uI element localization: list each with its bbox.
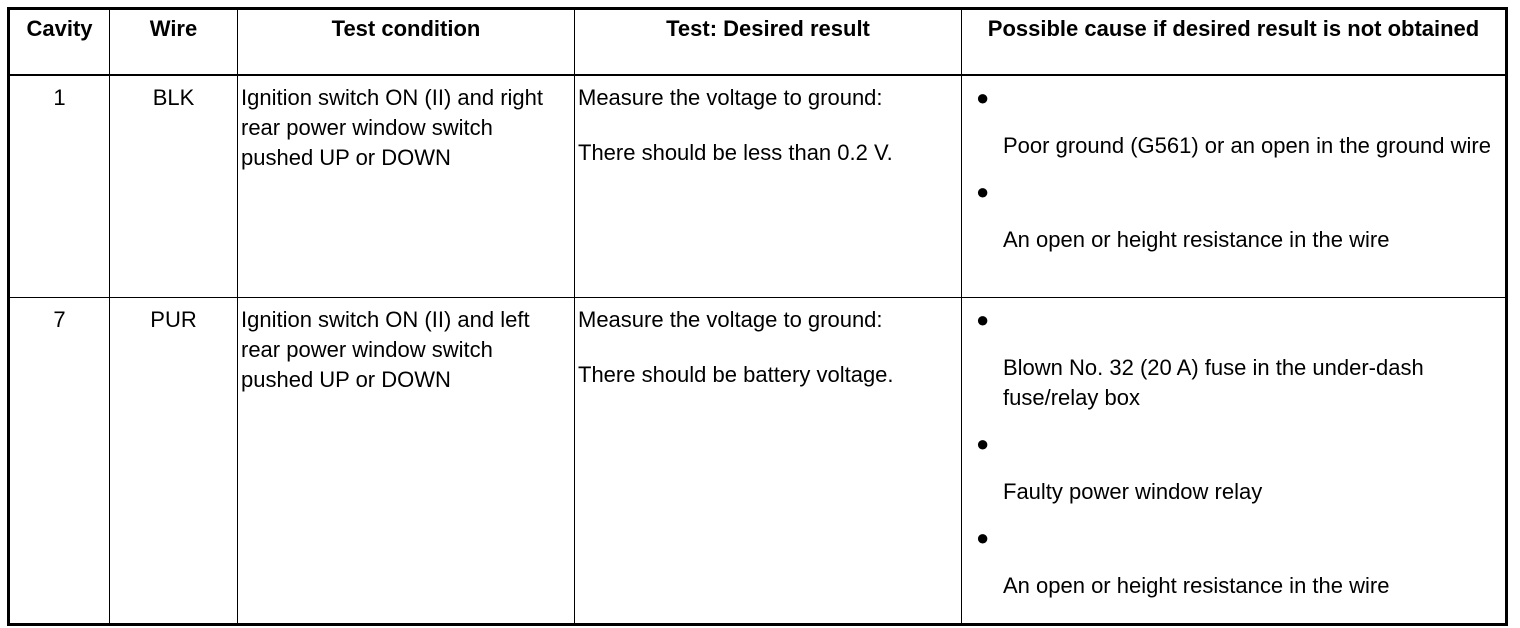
cause-text: Poor ground (G561) or an open in the ground wire (1003, 133, 1491, 158)
possible-cause-cell (962, 75, 1507, 298)
possible-cause-cell (962, 298, 1507, 625)
cause-text: Blown No. 32 (20 A) fuse in the under-dash fuse/relay box (1003, 355, 1424, 410)
wire-cell: BLK (110, 75, 238, 298)
bullet-icon: ● (976, 85, 990, 110)
cause-item (965, 523, 1502, 601)
header-possible-cause: Possible cause if desired result is not obtained (962, 9, 1507, 76)
test-condition-cell: Ignition switch ON (II) and left rear power window switch pushed UP or DOWN (238, 298, 575, 625)
header-wire: Wire (110, 9, 238, 76)
bullet-icon: ● (976, 307, 990, 332)
header-test-condition: Test condition (238, 9, 575, 76)
test-condition-cell: Ignition switch ON (II) and right rear power window switch pushed UP or DOWN (238, 75, 575, 298)
result-line: There should be less than 0.2 V. (578, 140, 893, 165)
bullet-icon: ● (976, 179, 990, 204)
cause-item (965, 177, 1502, 255)
cause-item (965, 305, 1502, 413)
result-line: Measure the voltage to ground: (578, 307, 883, 332)
header-cavity: Cavity (9, 9, 110, 76)
desired-result-cell (575, 75, 962, 298)
table-row (9, 298, 1507, 625)
troubleshooting-table (7, 7, 1508, 626)
result-line: There should be battery voltage. (578, 362, 894, 387)
cause-text: An open or height resistance in the wire (1003, 227, 1390, 252)
cause-item (965, 83, 1502, 161)
result-line: Measure the voltage to ground: (578, 85, 883, 110)
cavity-cell: 7 (9, 298, 110, 625)
table-row (9, 75, 1507, 298)
header-row (9, 9, 1507, 76)
bullet-icon: ● (976, 431, 990, 456)
cavity-cell: 1 (9, 75, 110, 298)
cause-item (965, 429, 1502, 507)
header-desired-result: Test: Desired result (575, 9, 962, 76)
wire-cell: PUR (110, 298, 238, 625)
cause-text: Faulty power window relay (1003, 479, 1263, 504)
cause-text: An open or height resistance in the wire (1003, 573, 1390, 598)
desired-result-cell (575, 298, 962, 625)
bullet-icon: ● (976, 525, 990, 550)
